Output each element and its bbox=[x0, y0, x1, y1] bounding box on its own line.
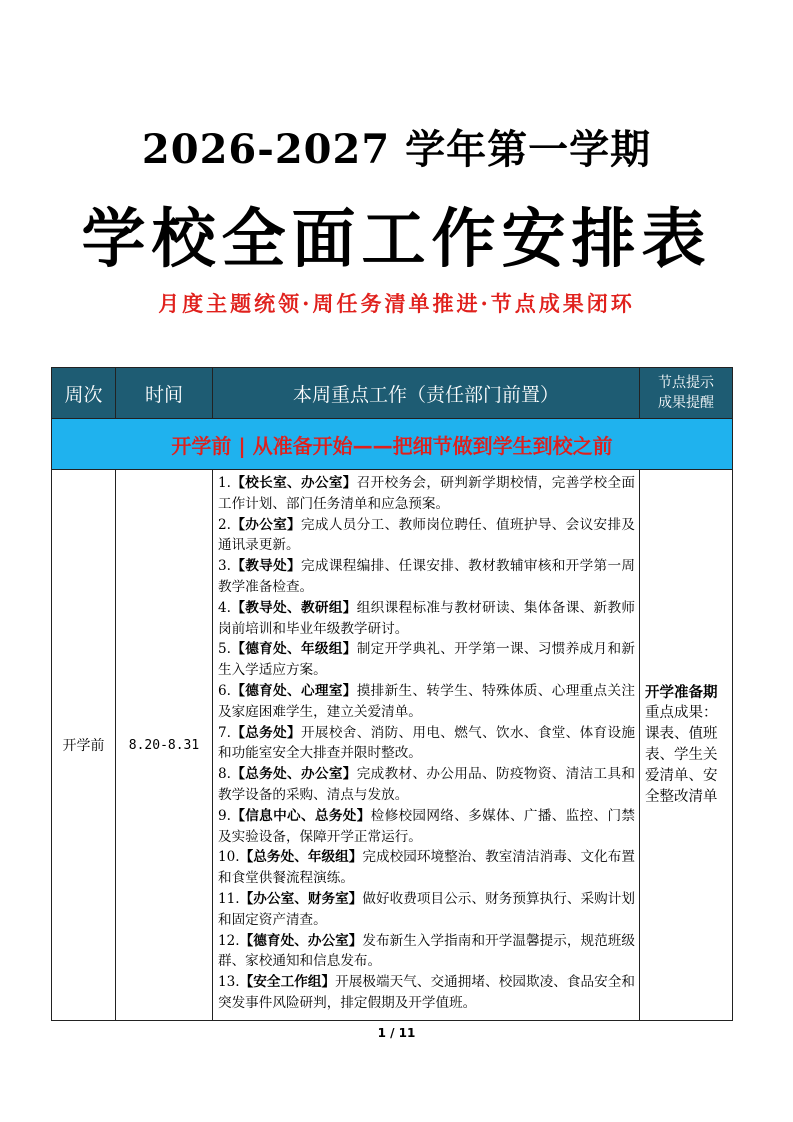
column-header-node-line2: 成果提醒 bbox=[658, 395, 714, 411]
task-dept: 【德育处、年级组】 bbox=[230, 641, 357, 658]
task-item bbox=[218, 931, 635, 973]
task-dept: 【总务处】 bbox=[230, 724, 301, 741]
task-number: 3. bbox=[218, 558, 231, 575]
work-plan-table bbox=[51, 367, 733, 1021]
task-dept: 【办公室】 bbox=[230, 516, 301, 533]
subtitle: 月度主题统领·周任务清单推进·节点成果闭环 bbox=[158, 291, 635, 316]
task-text: 开展极端天气、交通拥堵、校园欺凌、食品安全和突发事件风险研判，排定假期及开学值班。 bbox=[218, 974, 636, 1011]
task-item bbox=[218, 889, 635, 931]
column-header-tasks: 本周重点工作（责任部门前置） bbox=[213, 368, 640, 419]
node-heading: 开学准备期 bbox=[645, 684, 718, 701]
task-item bbox=[218, 764, 635, 806]
column-header-date: 时间 bbox=[116, 368, 213, 419]
column-header-node bbox=[640, 368, 733, 419]
task-item bbox=[218, 681, 635, 723]
phase-banner-row bbox=[52, 419, 733, 470]
task-text: 召开校务会，研判新学期校情，完善学校全面工作计划、部门任务清单和应急预案。 bbox=[218, 475, 636, 512]
task-text: 完成课程编排、任课安排、教材教辅审核和开学第一周教学准备检查。 bbox=[218, 558, 636, 595]
node-cell bbox=[640, 470, 733, 1021]
task-dept: 【校长室、办公室】 bbox=[230, 475, 357, 491]
task-item bbox=[218, 556, 635, 598]
task-dept: 【德育处、心理室】 bbox=[230, 682, 357, 699]
task-number: 6. bbox=[218, 682, 231, 699]
task-item bbox=[218, 723, 635, 765]
table-header-row bbox=[52, 368, 733, 419]
task-item bbox=[218, 598, 635, 640]
task-text: 做好收费项目公示、财务预算执行、采购计划和固定资产清查。 bbox=[218, 890, 636, 928]
task-number: 5. bbox=[218, 641, 231, 658]
task-number: 12. bbox=[218, 932, 240, 949]
task-dept: 【安全工作组】 bbox=[239, 974, 336, 991]
task-number: 7. bbox=[218, 724, 231, 741]
task-dept: 【信息中心、总务处】 bbox=[230, 807, 371, 824]
task-text: 开展校舍、消防、用电、燃气、饮水、食堂、体育设施和功能室安全大排查并限时整改。 bbox=[218, 724, 636, 762]
page-title: 学校全面工作安排表 bbox=[81, 202, 712, 277]
task-item bbox=[218, 473, 635, 515]
task-number: 11. bbox=[218, 890, 240, 907]
node-outcomes: 重点成果：课表、值班表、学生关爱清单、安全整改清单 bbox=[645, 705, 718, 805]
task-number: 8. bbox=[218, 766, 231, 783]
task-number: 1. bbox=[218, 475, 231, 491]
task-dept: 【办公室、财务室】 bbox=[239, 890, 363, 907]
column-header-week: 周次 bbox=[52, 368, 116, 419]
task-item bbox=[218, 806, 635, 848]
task-text: 完成校园环境整治、教室清洁消毒、文化布置和食堂供餐流程演练。 bbox=[218, 849, 636, 887]
task-number: 13. bbox=[218, 974, 240, 991]
task-item bbox=[218, 847, 635, 889]
semester-title: 2026-2027 学年第一学期 bbox=[141, 126, 652, 173]
task-item bbox=[218, 972, 635, 1014]
tasks-cell bbox=[213, 470, 640, 1021]
table-row bbox=[52, 470, 733, 1021]
task-text: 完成教材、办公用品、防疫物资、清洁工具和教学设备的采购、清点与发放。 bbox=[218, 766, 636, 803]
task-number: 10. bbox=[218, 849, 240, 866]
task-item bbox=[218, 639, 635, 681]
page-number: 1 / 11 bbox=[377, 1026, 416, 1040]
task-number: 4. bbox=[218, 599, 231, 616]
phase-banner: 开学前 | 从准备开始——把细节做到学生到校之前 bbox=[52, 419, 733, 470]
task-number: 9. bbox=[218, 807, 231, 824]
task-dept: 【总务处、办公室】 bbox=[230, 766, 357, 783]
task-text: 摸排新生、转学生、特殊体质、心理重点关注及家庭困难学生，建立关爱清单。 bbox=[218, 682, 636, 720]
task-text: 检修校园网络、多媒体、广播、监控、门禁及实验设备，保障开学正常运行。 bbox=[218, 807, 636, 845]
task-dept: 【总务处、年级组】 bbox=[239, 849, 363, 866]
task-text: 发布新生入学指南和开学温馨提示，规范班级群、家校通知和信息发布。 bbox=[218, 932, 636, 970]
task-text: 制定开学典礼、开学第一课、习惯养成月和新生入学适应方案。 bbox=[218, 641, 636, 679]
task-dept: 【教导处】 bbox=[230, 558, 301, 575]
date-cell: 8.20-8.31 bbox=[116, 470, 213, 1021]
column-header-node-line1: 节点提示 bbox=[658, 375, 714, 391]
task-text: 完成人员分工、教师岗位聘任、值班护导、会议安排及通讯录更新。 bbox=[218, 516, 636, 554]
task-dept: 【德育处、办公室】 bbox=[239, 932, 363, 949]
task-item bbox=[218, 515, 635, 557]
task-dept: 【教导处、教研组】 bbox=[230, 599, 357, 616]
task-text: 组织课程标准与教材研读、集体备课、新教师岗前培训和毕业年级教学研讨。 bbox=[218, 599, 636, 637]
task-number: 2. bbox=[218, 516, 231, 533]
week-cell: 开学前 bbox=[52, 470, 116, 1021]
